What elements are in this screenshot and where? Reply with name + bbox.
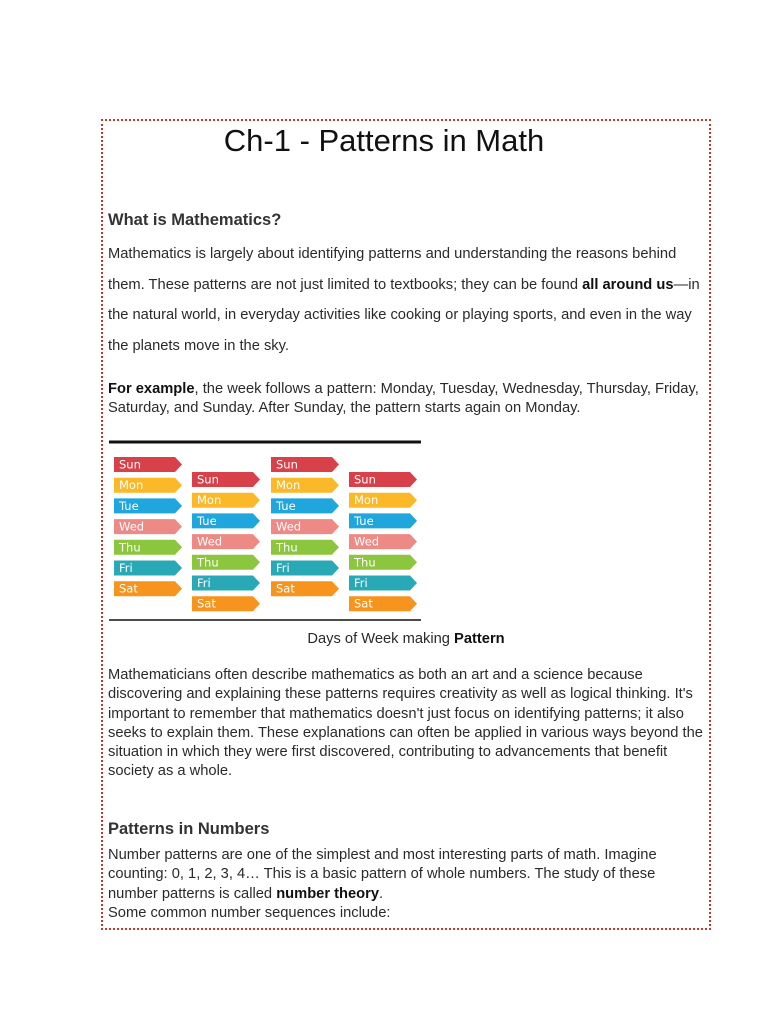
numbers-bold: number theory xyxy=(276,885,380,902)
day-arrow-label-wed: Wed xyxy=(119,519,145,534)
intro-text-a: Mathematics is largely about identifying patterns and understanding the reasons behind them. These patterns are not just limited to textbooks; they can be found xyxy=(108,246,677,293)
numbers-text-a: Number patterns are one of the simplest and most interesting parts of math. Imagine counting: 0, 1, 2, 3, 4… This is a basic pattern of whole numbers. The study of these number patterns is called xyxy=(108,847,657,902)
day-arrow-label-sat: Sat xyxy=(197,596,216,611)
weekday-arrows-group xyxy=(114,457,417,611)
example-bold: For example xyxy=(108,381,195,397)
art-science-paragraph: Mathematicians often describe mathematics as both an art and a science because discovering and explaining these patterns requires creativity as well as logical thinking. It's important to remember that mathematics doesn't just focus on identifying patterns; it also seeks to explain them. These explanations can often be applied in various ways beyond the situation in which they were first discovered, contributing to advancements that benefit society as a whole. xyxy=(108,667,703,780)
day-arrow-label-sun: Sun xyxy=(119,457,141,472)
intro-paragraph xyxy=(108,239,708,361)
numbers-paragraph xyxy=(108,846,708,904)
example-paragraph xyxy=(108,380,708,419)
day-arrow-label-fri: Fri xyxy=(276,561,290,575)
day-arrow-label-tue: Tue xyxy=(197,513,217,528)
day-arrow-label-mon: Mon xyxy=(197,493,222,508)
weekday-pattern-svg xyxy=(109,440,421,623)
day-arrow-label-wed: Wed xyxy=(197,534,223,549)
day-arrow-label-thu: Thu xyxy=(276,540,298,555)
day-arrow-label-sun: Sun xyxy=(197,472,219,487)
day-arrow-label-thu: Thu xyxy=(197,555,219,570)
caption-text: Days of Week making xyxy=(307,631,455,647)
day-arrow-label-fri: Fri xyxy=(119,561,133,575)
day-arrow-label-mon: Mon xyxy=(119,478,144,493)
day-arrow-label-fri: Fri xyxy=(197,576,211,590)
day-arrow-label-wed: Wed xyxy=(276,519,302,534)
section-heading-what-is-math: What is Mathematics? xyxy=(108,211,282,229)
page-title: Ch-1 - Patterns in Math xyxy=(223,123,545,158)
day-arrow-label-thu: Thu xyxy=(354,555,376,570)
day-arrow-label-sat: Sat xyxy=(354,596,373,611)
numbers-text-b: . xyxy=(379,885,384,902)
sequences-intro: Some common number sequences include: xyxy=(108,905,391,921)
day-arrow-label-fri: Fri xyxy=(354,576,368,590)
example-text: , the week follows a pattern: Monday, Tuesday, Wednesday, Thursday, Friday, Saturday, and Sunday. After Sunday, the pattern starts again on Monday. xyxy=(108,381,699,417)
intro-bold: all around us xyxy=(582,276,674,293)
weekday-pattern-figure xyxy=(109,440,421,623)
day-arrow-label-sun: Sun xyxy=(276,457,298,472)
day-arrow-label-wed: Wed xyxy=(354,534,380,549)
day-arrow-label-mon: Mon xyxy=(276,478,301,493)
section-heading-patterns-in-numbers: Patterns in Numbers xyxy=(108,820,270,838)
day-arrow-label-sun: Sun xyxy=(354,472,376,487)
intro-text-b: —in the natural world, in everyday activities like cooking or playing sports, and even in the way the planets move in the sky. xyxy=(108,276,700,354)
day-arrow-label-thu: Thu xyxy=(119,540,141,555)
day-arrow-label-tue: Tue xyxy=(276,498,296,513)
caption-bold: Pattern xyxy=(454,631,505,647)
day-arrow-label-mon: Mon xyxy=(354,493,379,508)
figure-caption xyxy=(0,631,768,647)
day-arrow-label-sat: Sat xyxy=(276,581,295,596)
day-arrow-label-tue: Tue xyxy=(119,498,139,513)
day-arrow-label-sat: Sat xyxy=(119,581,138,596)
day-arrow-label-tue: Tue xyxy=(354,513,374,528)
